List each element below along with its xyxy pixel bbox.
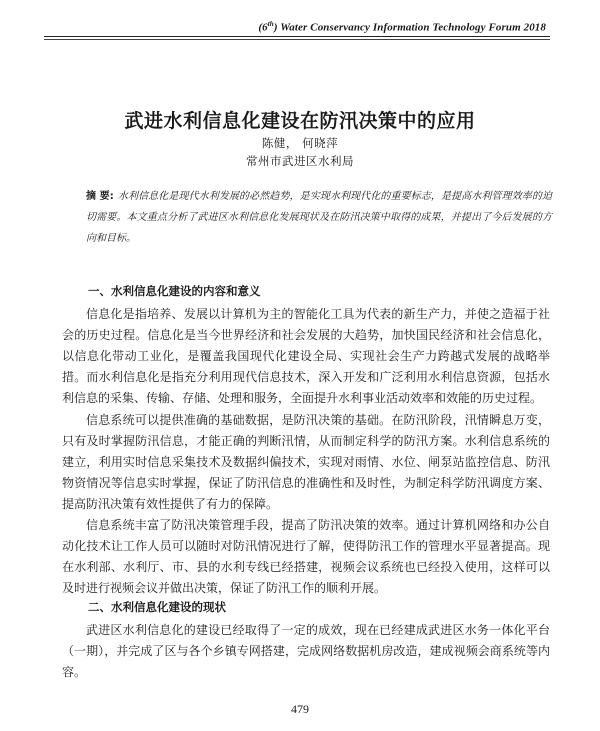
forum-header-text: (6th) Water Conservancy Information Technology Forum 2018 bbox=[258, 20, 546, 34]
paragraph: 信息系统可以提供准确的基础数据，是防汛决策的基础。在防汛阶段，汛情瞬息万变，只有及时掌握防汛信息，才能正确的判断汛情，从而制定科学的防汛方案。水利信息系统的建立，利用实时信息采集技术及数据纠偏技术，实现对雨情、水位、闸泵站监控信息、防汛物资情况等信息实时掌握，保证了防汛信息的准确性和及时性，为制定科学防汛调度方案、提高防汛决策有效性提供了有力的保障。 bbox=[62, 413, 550, 511]
paper-affiliation: 常州市武进区水利局 bbox=[246, 154, 354, 168]
paragraph: 信息化是指培养、发展以计算机为主的智能化工具为代表的新生产力，并使之造福于社会的历史过程。信息化是当今世界经济和社会发展的大趋势，加快国民经济和社会信息化，以信息化带动工业化，是覆盖我国现代化建设全局、实现社会生产力跨越式发展的战略举措。而水利信息化是指充分利用现代信息技术，深入开发和广泛利用水利信息资源，包括水利信息的采集、传输、存储、处理和服务，全面提升水利事业活动效率和效能的历史过程。 bbox=[62, 307, 550, 405]
header-rule-thin bbox=[44, 39, 550, 40]
paragraph: 信息系统丰富了防汛决策管理手段，提高了防汛决策的效率。通过计算机网络和办公自动化技术让工作人员可以随时对防汛情况进行了解，使得防汛工作的管理水平显著提高。现在水利部、水利厅、市、县的水利专线已经搭建，视频会议系统也已经投入使用，这样可以及时进行视频会议并做出决策，保证了防汛工作的顺利开展。 bbox=[62, 518, 550, 595]
page-number: 479 bbox=[291, 702, 309, 716]
abstract bbox=[86, 186, 552, 249]
section-heading-1: 一、水利信息化建设的内容和意义 bbox=[88, 284, 261, 298]
running-header bbox=[44, 18, 550, 38]
paragraph: 武进区水利信息化的建设已经取得了一定的成效，现在已经建成武进区水务一体化平台（一期），并完成了区与各个乡镇专网搭建，完成网络数据机房改造，建成视频会商系统等内容。 bbox=[62, 623, 550, 679]
abstract-text: 水利信息化是现代水利发展的必然趋势，是实现水利现代化的重要标志，是提高水利管理效率的迫切需要。本文重点分析了武进区水利信息化发展现状及在防汛决策中取得的成果，并提出了今后发展的方向和目标。 bbox=[86, 191, 553, 244]
abstract-label: 摘 要: bbox=[86, 191, 114, 202]
paper-authors: 陈健， 何晓萍 bbox=[261, 136, 339, 150]
section-heading-2: 二、水利信息化建设的现状 bbox=[88, 600, 226, 614]
paper-title: 武进水利信息化建设在防汛决策中的应用 bbox=[124, 110, 476, 132]
header-rule bbox=[44, 36, 550, 37]
